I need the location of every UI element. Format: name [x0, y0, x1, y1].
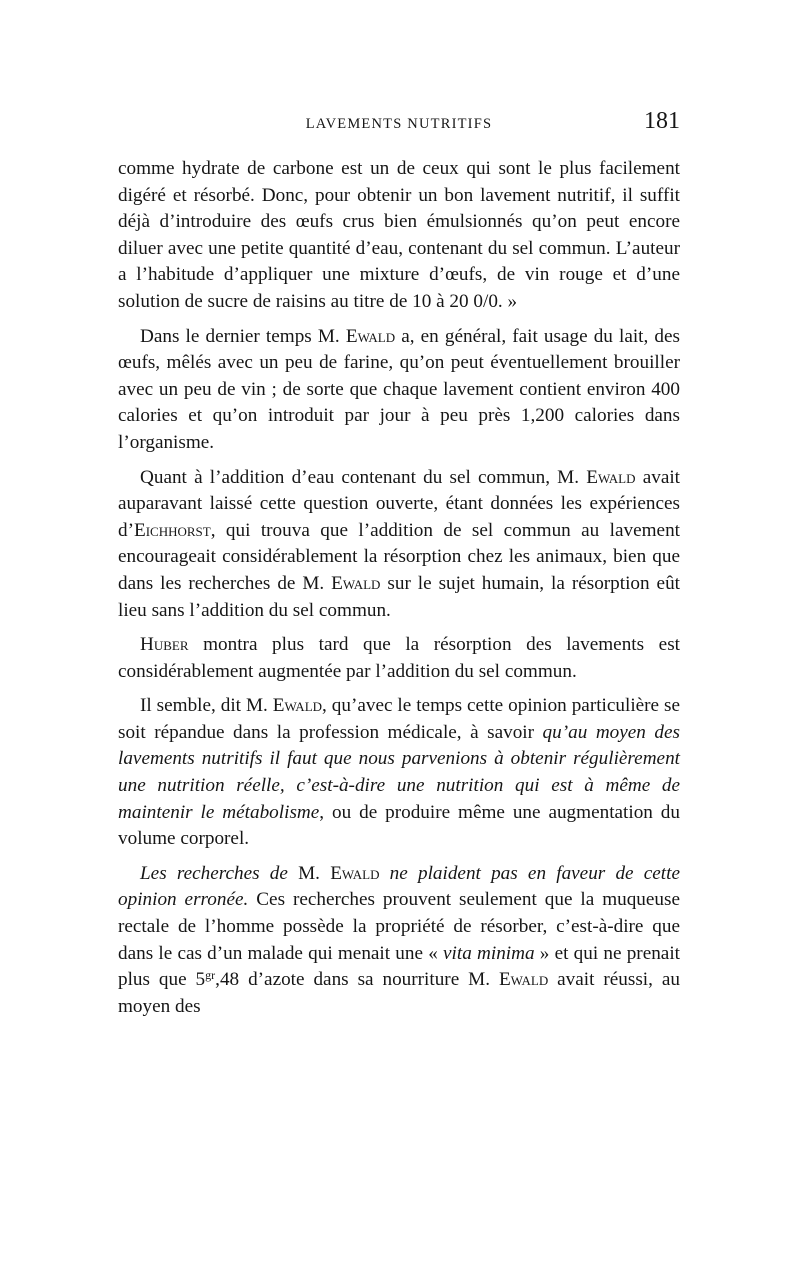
text-run: Quant à l’addition d’eau contenant du sel commun, M. [140, 466, 587, 488]
paragraph [118, 693, 680, 853]
small-caps-name: Eichhorst [133, 519, 211, 541]
text-run: Il semble, dit M. [140, 695, 273, 717]
italic-text: ne plaident pas en faveur de cette opinion erronée. [118, 862, 680, 911]
small-caps-name: Ewald [586, 466, 636, 488]
small-caps-name: Huber [140, 634, 189, 656]
paragraph [118, 156, 680, 316]
text-run: avait réussi, au moyen des [118, 969, 680, 1017]
text-run: Ces recherches prouvent seulement que la muqueuse rectale de l’homme possède la propriété de résorber, c’est-à-dire que dans le cas d’un malade qui menait une « [118, 889, 680, 964]
paragraph [118, 632, 680, 685]
italic-text: Les recherches de [140, 862, 288, 884]
text-run: sur le sujet humain, la résorption eût lieu sans l’addition du sel commun. [118, 572, 680, 621]
text-run: comme hydrate de carbone est un de ceux qui sont le plus facilement digéré et résorbé. Donc, pour obtenir un bon lavement nutritif, il suffit déjà d’introduire des œufs crus bien émulsionnés qu’on peut encore diluer avec une petite quantité d’eau, contenant du sel commun. L’auteur a l’habitude d’appliquer une mixture d’œufs, de vin rouge et d’une solution de sucre de raisins au titre de 10 à 20 0/0. » [118, 158, 680, 312]
paragraph [118, 465, 680, 625]
small-caps-name: Ewald [498, 969, 549, 991]
body-text [118, 156, 680, 1020]
text-run: montra plus tard que la résorption des lavements est considérablement augmentée par l’addition du sel commun. [118, 634, 680, 682]
superscript-unit: gr [205, 968, 216, 983]
text-run: Dans le dernier temps M. [140, 325, 346, 347]
text-run: , qui trouva que l’addition de sel commun au lavement encourageait considérablement la résorption chez les animaux, bien que dans les recherches de M. [118, 519, 680, 594]
italic-text: vita minima [443, 942, 535, 964]
text-run: a, en général, fait usage du lait, des œufs, mêlés avec un peu de farine, qu’on peut éventuellement brouiller avec un peu de vin ; de sorte que chaque lavement contient environ 400 calories et qu’on introduit par jour à peu près 1,200 calories dans l’organisme. [118, 325, 680, 453]
running-head [118, 108, 680, 138]
text-run: , ou de produire même une augmentation du volume corporel. [118, 801, 680, 850]
small-caps-name: Ewald [345, 325, 396, 347]
running-title: LAVEMENTS NUTRITIFS [305, 116, 493, 132]
text-run: , qu’avec le temps cette opinion particulière se soit répandue dans la profession médicale, à savoir [118, 695, 680, 743]
text-run: » et qui ne prenait plus que 5 [118, 942, 680, 991]
book-page [118, 108, 680, 1028]
page-number: 181 [644, 108, 680, 134]
paragraph [118, 861, 680, 1021]
paragraph [118, 324, 680, 457]
text-run: avait auparavant laissé cette question ouverte, étant données les expériences d’ [118, 466, 680, 541]
small-caps-name: Ewald [330, 862, 380, 884]
text-run: ,48 d’azote dans sa nourriture M. [215, 969, 499, 991]
small-caps-name: Ewald [272, 695, 323, 717]
italic-text: qu’au moyen des lavements nutritifs il faut que nous parvenions à obtenir régulièrement une nutrition réelle, c’est-à-dire une nutrition qui est à même de maintenir le métabolisme [118, 721, 680, 823]
small-caps-name: Ewald [331, 572, 381, 594]
text-run: M. [287, 862, 331, 884]
